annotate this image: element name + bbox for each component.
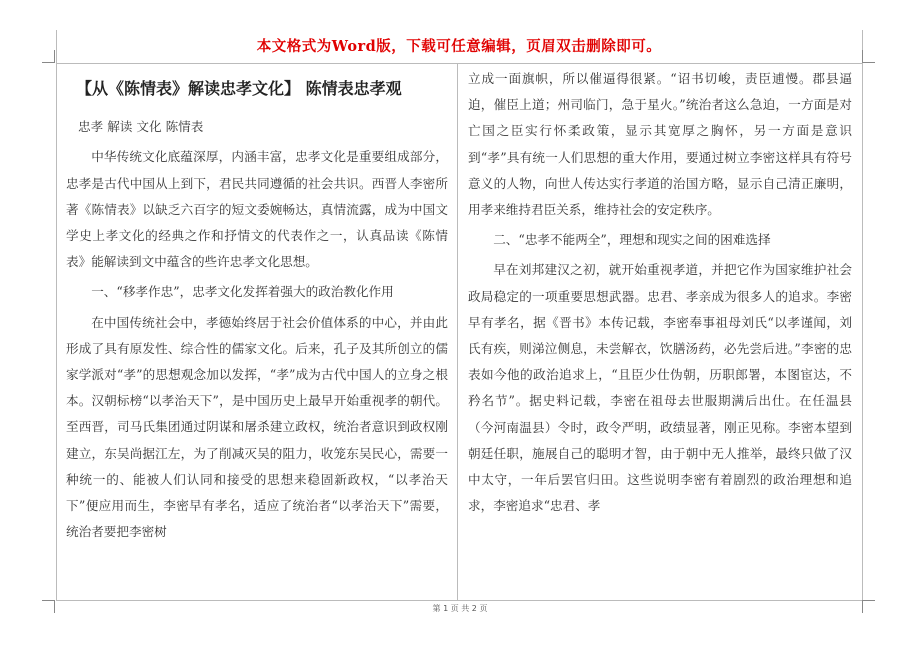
crop-mark-top-right [862,50,875,63]
page-number-footer: 第 1 页 共 2 页 [432,604,488,613]
section-heading-2: 二、“忠孝不能两全”，理想和现实之间的困难选择 [493,232,771,248]
frame-line-top [56,63,862,64]
crop-mark-top-left [42,50,55,63]
intro-paragraph: 中华传统文化底蕴深厚，内涵丰富，忠孝文化是重要组成部分，忠孝是古代中国从上到下，君民共同遵循的社会共识。西晋人李密所著《陈情表》以缺乏六百字的短文委婉畅达，真情流露，成为中国文学史上孝文化的经典之作和抒情文的代表作之一，认真品读《陈情表》能解读到文中蕴含的些许忠孝文化思想。 [66,149,448,270]
body-paragraph-1: 在中国传统社会中，孝德始终居于社会价值体系的中心，并由此形成了具有原发性、综合性的儒家文化。后来，孔子及其所创立的儒家学派对“孝”的思想观念加以发挥，“孝”成为古代中国人的立身之根本。汉朝标榜“以孝治天下”，是中国历史上最早开始重视孝的朝代。至西晋，司马氏集团通过阴谋和屠杀建立政权，统治者意识到政权刚建立，东吴尚据江左，为了削减灭吴的阻力，收笼东吴民心，需要一种统一的、能被人们认同和接受的思想来稳固新政权，“以孝治天下”便应用而生，李密早有孝名，适应了统治者“以孝治天下”需要，统治者要把李密树 [66,314,448,540]
body-paragraph-continued: 立成一面旗帜，所以催逼得很紧。“诏书切峻，责臣逋慢。郡县逼迫，催臣上道；州司临门，急于星火。”统治者这么急迫，一方面是对亡国之臣实行怀柔政策，显示其宽厚之胸怀，另一方面是意识到“孝”具有统一人们思想的重大作用，要通过树立李密这样具有符号意义的人物，向世人传达实行孝道的治国方略，显示自己清正廉明，用孝来维持君臣关系，维持社会的安定秩序。 [468,71,852,218]
body-paragraph-2: 早在刘邦建汉之初，就开始重视孝道，并把它作为国家维护社会政局稳定的一项重要思想武器。忠君、孝亲成为很多人的追求。李密早有孝名，据《晋书》本传记载，李密奉事祖母刘氏“以孝谨闻，刘氏有疾，则涕泣侧息，未尝解衣，饮膳汤药，必先尝后进。”李密的忠表如今他的政治追求上，“且臣少仕伪朝，历职郎署，本图宦达，不矜名节”。据史料记载，李密在祖母去世服期满后出仕。在任温县（今河南温县）令时，政令严明，政绩显著，刚正见称。李密本望到朝廷任职，施展自己的聪明才智，由于朝中无人推举，最终只做了汉中太守，一年后罢官归田。这些说明李密有着剧烈的政治理想和追求，李密追求“忠君、孝 [468,262,852,514]
header-banner[interactable]: 本文格式为Word版，下载可任意编辑，页眉双击删除即可。 [256,38,662,55]
keywords-line: 忠孝 解读 文化 陈情表 [78,119,204,135]
right-column [468,66,852,519]
left-column [66,66,448,545]
section-heading-1: 一、“移孝作忠”，忠孝文化发挥着强大的政治教化作用 [91,284,394,300]
frame-line-left [56,30,57,600]
document-title: 【从《陈情表》解读忠孝文化】 陈情表忠孝观 [76,79,402,98]
frame-line-right [862,30,863,600]
column-divider [457,63,458,600]
frame-line-bottom [56,600,862,601]
